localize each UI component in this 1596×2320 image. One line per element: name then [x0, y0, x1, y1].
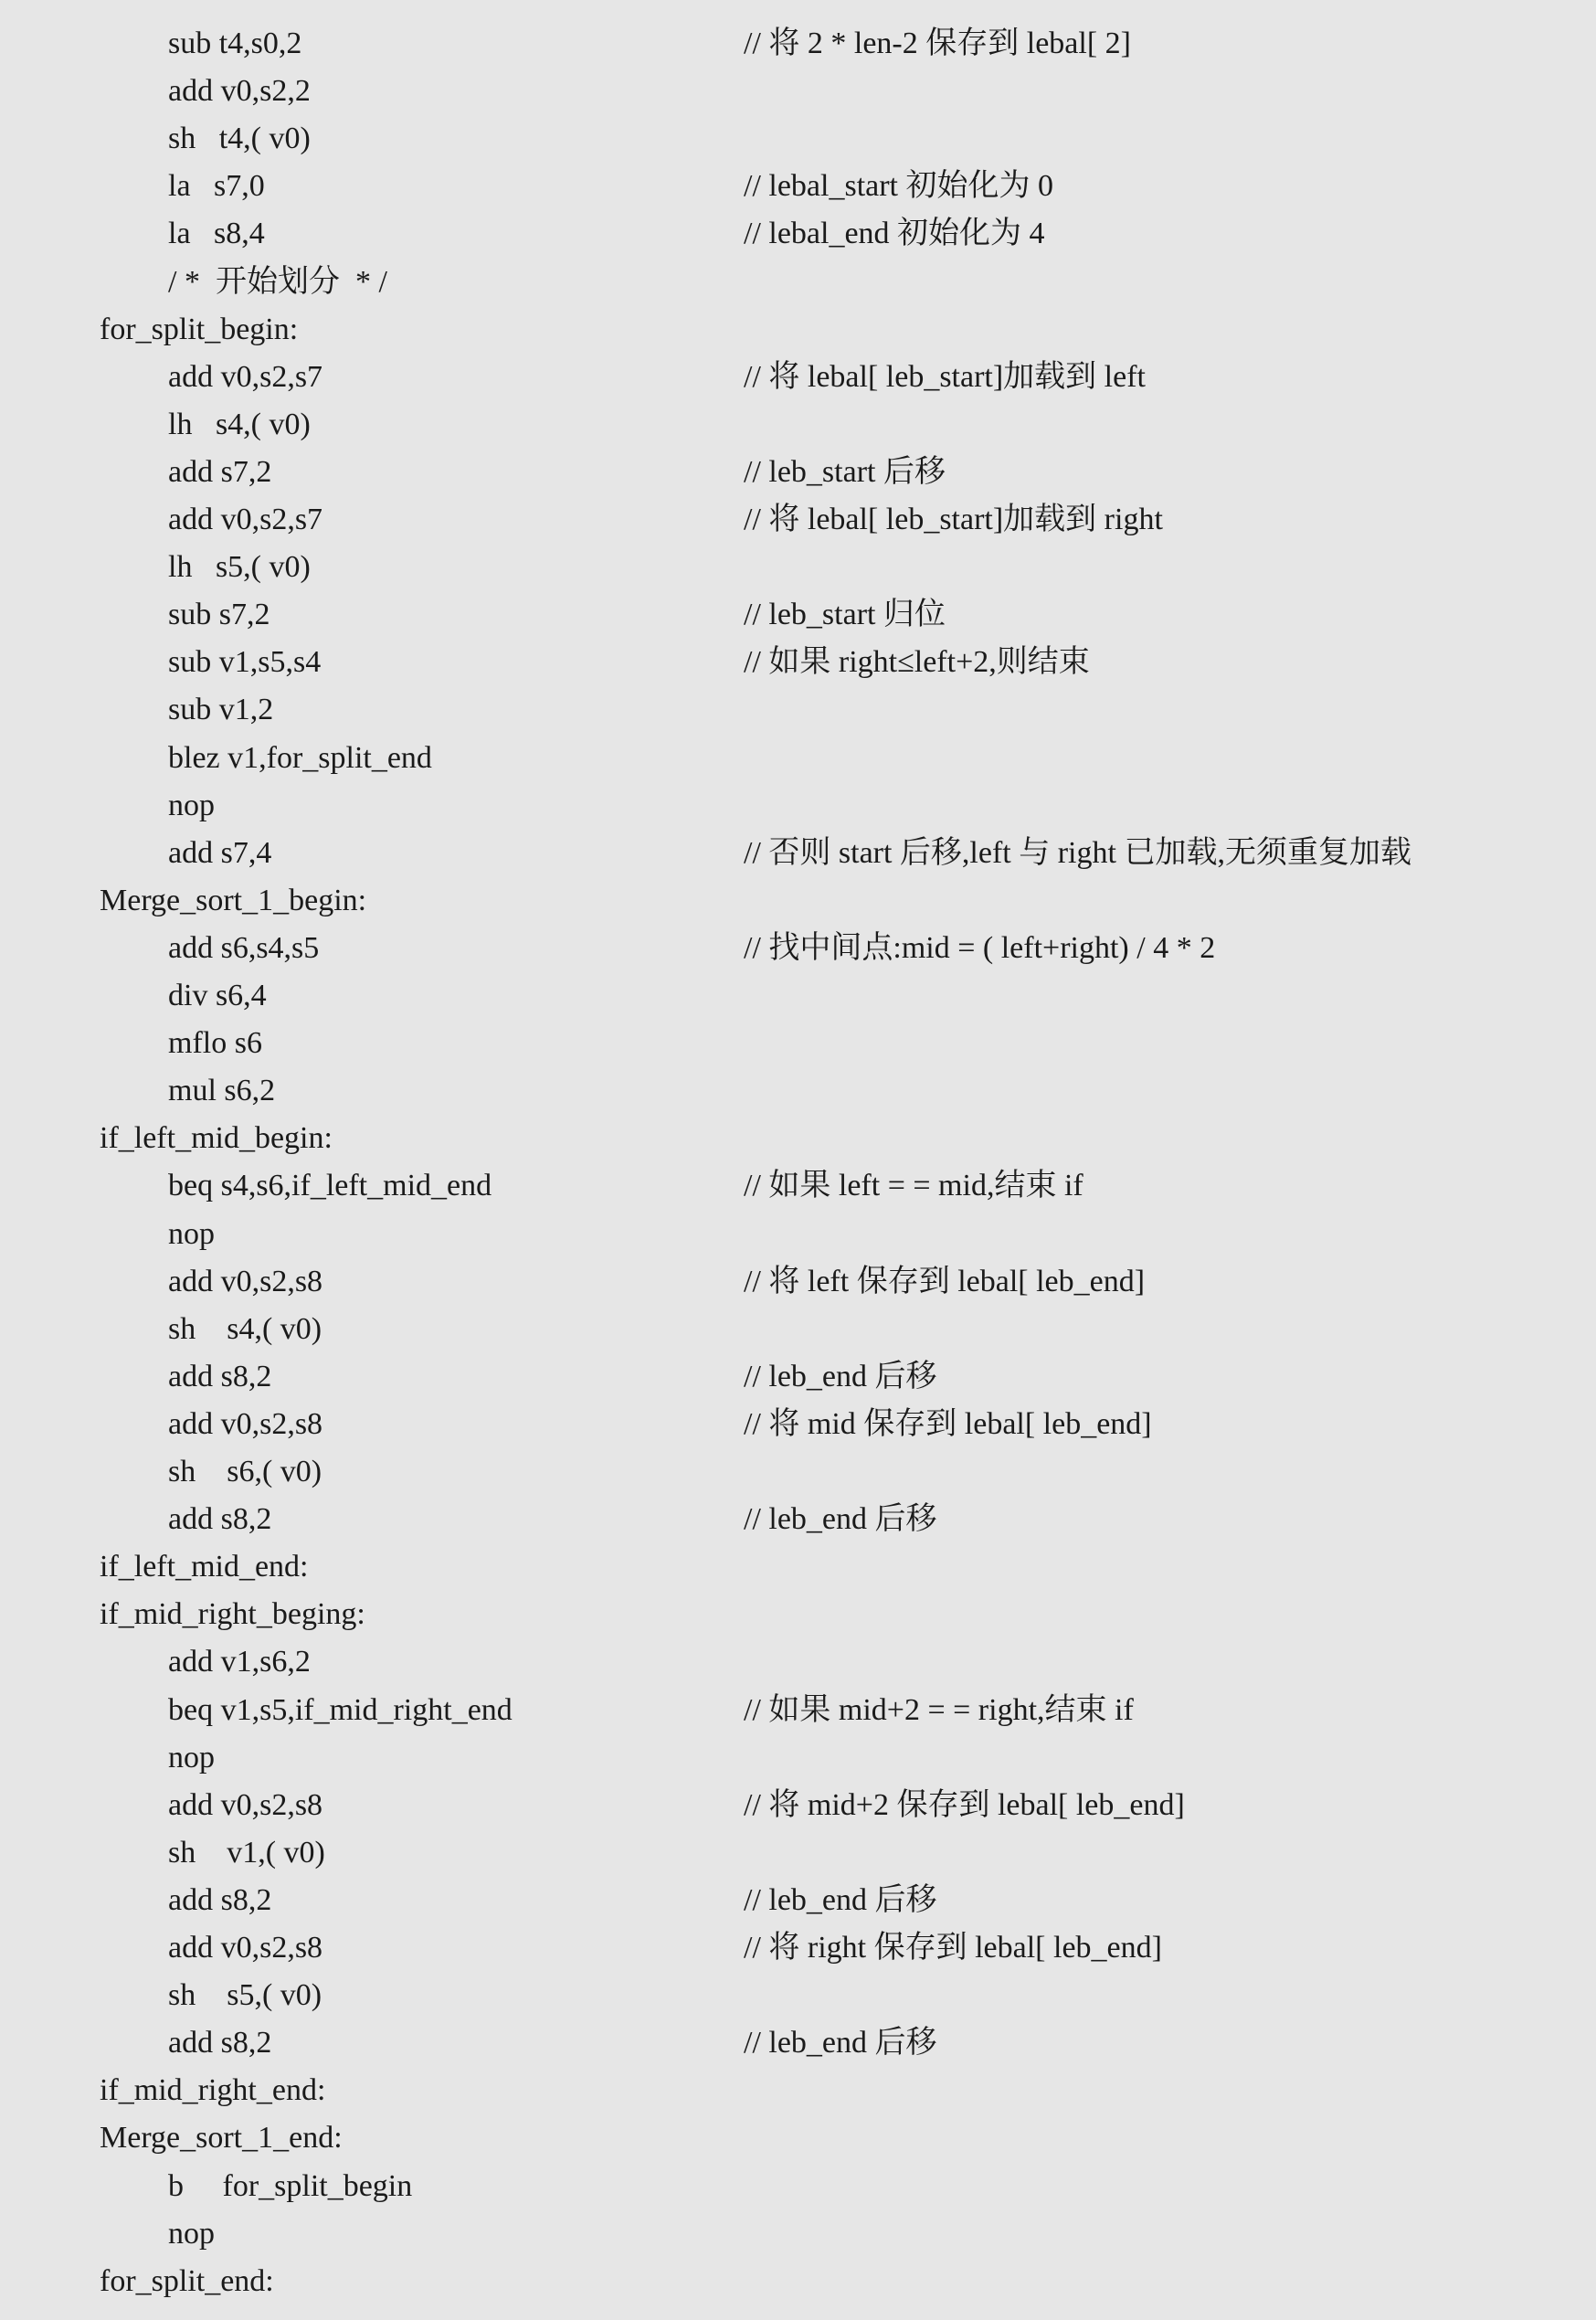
code-comment: // 将 left 保存到 lebal[ leb_end] — [744, 1265, 1146, 1298]
code-instruction-line — [0, 1782, 1596, 1829]
code-instruction: sub s7,2 — [168, 598, 270, 631]
code-comment: // 找中间点:mid = ( left+right) / 4 * 2 — [744, 931, 1216, 965]
code-instruction: add s8,2 — [168, 1360, 272, 1393]
code-instruction-line — [0, 1734, 1596, 1782]
code-instruction: add v0,s2,s8 — [168, 1407, 323, 1441]
code-label: if_left_mid_end: — [100, 1550, 309, 1584]
code-instruction: add v0,s2,2 — [168, 74, 311, 108]
code-instruction: sub v1,s5,s4 — [168, 645, 322, 679]
code-instruction-line — [0, 68, 1596, 115]
code-comment: // 将 right 保存到 lebal[ leb_end] — [744, 1931, 1162, 1965]
code-instruction-line — [0, 2163, 1596, 2210]
code-label: if_mid_right_beging: — [100, 1597, 365, 1631]
code-comment: // 将 lebal[ leb_start]加载到 left — [744, 360, 1146, 394]
code-instruction-line — [0, 1211, 1596, 1258]
code-instruction: la s7,0 — [168, 169, 265, 203]
code-instruction-line — [0, 1687, 1596, 1734]
code-instruction-line — [0, 20, 1596, 68]
code-comment: // 如果 mid+2 = = right,结束 if — [744, 1693, 1134, 1727]
code-instruction: beq s4,s6,if_left_mid_end — [168, 1169, 492, 1202]
code-instruction: add v0,s2,s8 — [168, 1788, 323, 1822]
code-comment: // 将 2 * len-2 保存到 lebal[ 2] — [744, 26, 1131, 60]
code-instruction: sub v1,2 — [168, 693, 274, 726]
code-instruction: mul s6,2 — [168, 1074, 276, 1107]
code-comment: // leb_end 后移 — [744, 2026, 937, 2060]
code-instruction: add v1,s6,2 — [168, 1645, 311, 1679]
code-instruction-line — [0, 1638, 1596, 1686]
code-instruction-line — [0, 1258, 1596, 1306]
code-instruction: add s7,2 — [168, 455, 272, 489]
code-instruction-line — [0, 1829, 1596, 1877]
code-instruction-line — [0, 1972, 1596, 2019]
code-instruction: add s8,2 — [168, 1883, 272, 1917]
code-label-line — [0, 1115, 1596, 1162]
code-instruction-line — [0, 401, 1596, 449]
code-instruction: add s6,s4,s5 — [168, 931, 320, 965]
code-instruction: sub t4,s0,2 — [168, 26, 302, 60]
code-instruction: mflo s6 — [168, 1026, 262, 1060]
code-instruction-line — [0, 496, 1596, 544]
code-instruction: lh s4,( v0) — [168, 408, 311, 441]
code-instruction-line — [0, 1924, 1596, 1972]
code-label: if_mid_right_end: — [100, 2073, 326, 2107]
code-instruction: sh t4,( v0) — [168, 122, 311, 155]
code-instruction-line — [0, 115, 1596, 163]
code-label: for_split_begin: — [100, 313, 299, 346]
code-instruction: add s8,2 — [168, 1502, 272, 1536]
code-instruction: / * 开始划分 * / — [168, 265, 387, 299]
code-comment: // leb_end 后移 — [744, 1883, 937, 1917]
code-instruction-line — [0, 354, 1596, 401]
code-instruction-line — [0, 925, 1596, 972]
code-comment: // lebal_start 初始化为 0 — [744, 169, 1054, 203]
code-comment: // 将 mid 保存到 lebal[ leb_end] — [744, 1407, 1152, 1441]
code-label-line — [0, 2258, 1596, 2305]
code-instruction: la s8,4 — [168, 217, 265, 250]
code-comment: // lebal_end 初始化为 4 — [744, 217, 1045, 250]
code-instruction-line — [0, 1067, 1596, 1115]
code-instruction-line — [0, 1020, 1596, 1067]
code-instruction-line — [0, 1496, 1596, 1543]
code-instruction: add v0,s2,s7 — [168, 503, 323, 536]
code-instruction: add s8,2 — [168, 2026, 272, 2060]
code-instruction-line — [0, 1448, 1596, 1496]
code-instruction-line — [0, 449, 1596, 496]
code-instruction-line — [0, 210, 1596, 258]
code-label-line — [0, 1591, 1596, 1638]
code-instruction: beq v1,s5,if_mid_right_end — [168, 1693, 513, 1727]
code-instruction-line — [0, 686, 1596, 734]
code-label-line — [0, 306, 1596, 354]
code-label-line — [0, 1543, 1596, 1591]
code-instruction-line — [0, 782, 1596, 830]
code-comment: // leb_end 后移 — [744, 1502, 937, 1536]
code-instruction: lh s5,( v0) — [168, 550, 311, 584]
code-instruction-line — [0, 1877, 1596, 1924]
code-instruction-line — [0, 259, 1596, 306]
code-label: for_split_end: — [100, 2264, 274, 2298]
code-instruction: add v0,s2,s8 — [168, 1265, 323, 1298]
code-instruction-line — [0, 591, 1596, 639]
code-instruction: sh s4,( v0) — [168, 1312, 322, 1346]
code-comment: // 否则 start 后移,left 与 right 已加载,无须重复加载 — [744, 836, 1411, 870]
code-instruction-line — [0, 1162, 1596, 1210]
code-instruction-line — [0, 972, 1596, 1020]
code-instruction-line — [0, 639, 1596, 686]
code-instruction-line — [0, 735, 1596, 782]
code-instruction-line — [0, 2019, 1596, 2067]
code-instruction: add v0,s2,s8 — [168, 1931, 323, 1965]
code-comment: // leb_end 后移 — [744, 1360, 937, 1393]
code-instruction: add v0,s2,s7 — [168, 360, 323, 394]
code-label: Merge_sort_1_end: — [100, 2121, 343, 2155]
code-comment: // leb_start 后移 — [744, 455, 946, 489]
code-comment: // 如果 right≤left+2,则结束 — [744, 645, 1090, 679]
code-instruction-line — [0, 1353, 1596, 1401]
code-instruction: sh s5,( v0) — [168, 1978, 322, 2012]
code-instruction: sh v1,( v0) — [168, 1836, 325, 1870]
code-instruction: sh s6,( v0) — [168, 1455, 322, 1488]
code-instruction: nop — [168, 789, 215, 822]
code-comment: // leb_start 归位 — [744, 598, 946, 631]
code-instruction-line — [0, 1401, 1596, 1448]
code-instruction: blez v1,for_split_end — [168, 741, 432, 775]
code-label-line — [0, 877, 1596, 925]
code-label-line — [0, 2114, 1596, 2162]
code-label-line — [0, 2067, 1596, 2114]
code-instruction-line — [0, 2210, 1596, 2258]
code-instruction: add s7,4 — [168, 836, 272, 870]
code-instruction-line — [0, 163, 1596, 210]
code-comment: // 将 mid+2 保存到 lebal[ leb_end] — [744, 1788, 1185, 1822]
code-instruction: nop — [168, 2217, 215, 2251]
code-comment: // 将 lebal[ leb_start]加载到 right — [744, 503, 1163, 536]
code-instruction: nop — [168, 1217, 215, 1251]
code-label: if_left_mid_begin: — [100, 1121, 333, 1155]
code-instruction: nop — [168, 1741, 215, 1774]
code-label: Merge_sort_1_begin: — [100, 884, 367, 917]
code-comment: // 如果 left = = mid,结束 if — [744, 1169, 1083, 1202]
code-instruction: div s6,4 — [168, 979, 267, 1012]
code-instruction-line — [0, 544, 1596, 591]
code-instruction: b for_split_begin — [168, 2169, 413, 2203]
code-instruction-line — [0, 1306, 1596, 1353]
code-instruction-line — [0, 830, 1596, 877]
